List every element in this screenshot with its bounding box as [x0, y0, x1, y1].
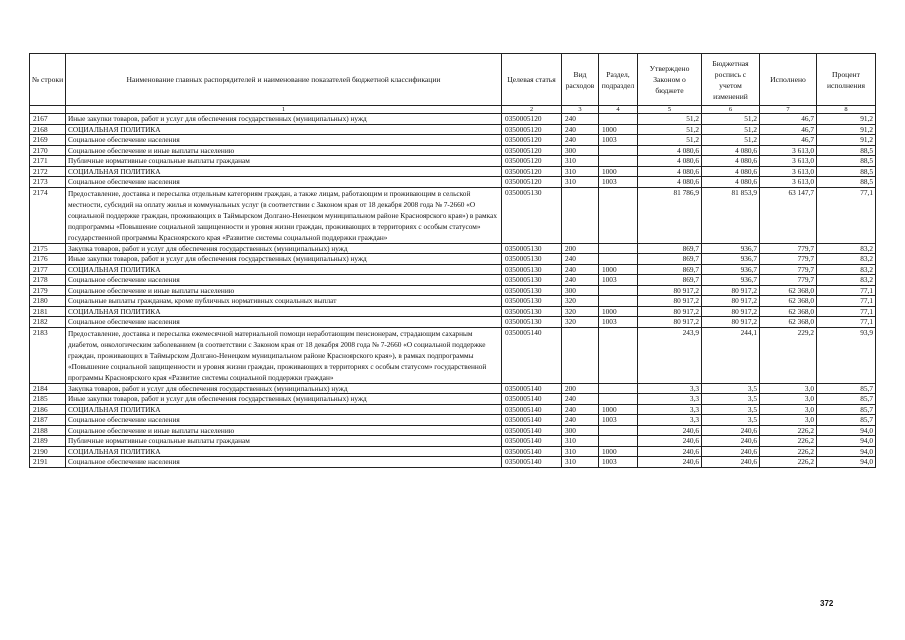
expense-type-cell: 320: [562, 306, 599, 317]
column-number: 3: [562, 106, 599, 114]
executed-amount-cell: 779,7: [760, 275, 817, 286]
expense-type-cell: 240: [562, 394, 599, 405]
section-cell: [599, 145, 638, 156]
budget-schedule-cell: 3,5: [702, 404, 760, 415]
executed-amount-cell: 3 613,0: [760, 156, 817, 167]
row-number-cell: 2180: [30, 296, 66, 307]
approved-amount-cell: 240,6: [638, 446, 702, 457]
row-number-cell: 2178: [30, 275, 66, 286]
target-article-cell: 0350005140: [502, 415, 562, 426]
expense-type-cell: 240: [562, 264, 599, 275]
section-cell: 1000: [599, 446, 638, 457]
table-row: [30, 306, 876, 317]
percent-cell: 94,0: [817, 446, 876, 457]
table-row: [30, 317, 876, 328]
header-percent: Процент исполнения: [817, 54, 876, 106]
percent-cell: 91,2: [817, 114, 876, 125]
row-number-cell: 2184: [30, 383, 66, 394]
percent-cell: 77,1: [817, 317, 876, 328]
approved-amount-cell: 80 917,2: [638, 296, 702, 307]
row-name-cell: СОЦИАЛЬНАЯ ПОЛИТИКА: [66, 124, 502, 135]
budget-schedule-cell: 240,6: [702, 425, 760, 436]
executed-amount-cell: 46,7: [760, 135, 817, 146]
table-row: [30, 404, 876, 415]
row-number-cell: 2177: [30, 264, 66, 275]
target-article-cell: 0350005140: [502, 394, 562, 405]
column-number: 5: [638, 106, 702, 114]
section-cell: 1000: [599, 166, 638, 177]
expense-type-cell: 240: [562, 254, 599, 265]
target-article-cell: 0350005120: [502, 177, 562, 188]
table-row: [30, 177, 876, 188]
expense-type-cell: 240: [562, 275, 599, 286]
percent-cell: 85,7: [817, 394, 876, 405]
section-cell: 1000: [599, 404, 638, 415]
executed-amount-cell: 779,7: [760, 254, 817, 265]
table-row: [30, 285, 876, 296]
budget-schedule-cell: 240,6: [702, 457, 760, 468]
approved-amount-cell: 80 917,2: [638, 317, 702, 328]
section-cell: 1000: [599, 264, 638, 275]
target-article-cell: 0350005130: [502, 296, 562, 307]
section-cell: [599, 156, 638, 167]
column-number: 1: [66, 106, 502, 114]
budget-schedule-cell: 240,6: [702, 436, 760, 447]
expense-type-cell: 240: [562, 135, 599, 146]
row-name-cell: СОЦИАЛЬНАЯ ПОЛИТИКА: [66, 166, 502, 177]
budget-schedule-cell: 4 080,6: [702, 177, 760, 188]
row-number-cell: 2167: [30, 114, 66, 125]
percent-cell: 83,2: [817, 243, 876, 254]
budget-schedule-cell: 4 080,6: [702, 145, 760, 156]
row-name-cell: Публичные нормативные социальные выплаты гражданам: [66, 436, 502, 447]
table-row: [30, 425, 876, 436]
budget-schedule-cell: 80 917,2: [702, 296, 760, 307]
header-executed: Исполнено: [760, 54, 817, 106]
row-number-cell: 2189: [30, 436, 66, 447]
row-name-cell: Иные закупки товаров, работ и услуг для обеспечения государственных (муниципальных) нужд: [66, 254, 502, 265]
section-cell: 1003: [599, 135, 638, 146]
approved-amount-cell: 240,6: [638, 436, 702, 447]
table-row: [30, 394, 876, 405]
target-article-cell: 0350005140: [502, 404, 562, 415]
budget-schedule-cell: 3,5: [702, 415, 760, 426]
section-cell: 1003: [599, 275, 638, 286]
approved-amount-cell: 4 080,6: [638, 166, 702, 177]
column-number: 8: [817, 106, 876, 114]
executed-amount-cell: 62 368,0: [760, 296, 817, 307]
percent-cell: 77,1: [817, 187, 876, 243]
target-article-cell: 0350005120: [502, 166, 562, 177]
expense-type-cell: 310: [562, 156, 599, 167]
approved-amount-cell: 4 080,6: [638, 177, 702, 188]
target-article-cell: 0350005130: [502, 317, 562, 328]
row-number-cell: 2175: [30, 243, 66, 254]
page-number: 372: [820, 599, 834, 608]
percent-cell: 91,2: [817, 135, 876, 146]
section-cell: 1003: [599, 415, 638, 426]
row-number-cell: 2191: [30, 457, 66, 468]
approved-amount-cell: 240,6: [638, 425, 702, 436]
row-number-cell: 2182: [30, 317, 66, 328]
expense-type-cell: 320: [562, 317, 599, 328]
approved-amount-cell: 869,7: [638, 275, 702, 286]
budget-schedule-cell: 936,7: [702, 264, 760, 275]
table-row: [30, 446, 876, 457]
row-number-cell: 2188: [30, 425, 66, 436]
executed-amount-cell: 226,2: [760, 457, 817, 468]
section-cell: 1000: [599, 124, 638, 135]
header-expense-type: Вид расходов: [562, 54, 599, 106]
expense-type-cell: 300: [562, 145, 599, 156]
budget-schedule-cell: 4 080,6: [702, 166, 760, 177]
header-row-no: № строки: [30, 54, 66, 106]
budget-table: [29, 53, 876, 468]
target-article-cell: 0350005130: [502, 285, 562, 296]
target-article-cell: 0350005140: [502, 327, 562, 383]
column-number: 4: [599, 106, 638, 114]
table-row: [30, 415, 876, 426]
section-cell: 1000: [599, 306, 638, 317]
row-number-cell: 2168: [30, 124, 66, 135]
table-row: [30, 124, 876, 135]
percent-cell: 88,5: [817, 156, 876, 167]
executed-amount-cell: 3,0: [760, 394, 817, 405]
table-row: [30, 457, 876, 468]
approved-amount-cell: 3,3: [638, 394, 702, 405]
row-name-cell: Социальное обеспечение населения: [66, 135, 502, 146]
target-article-cell: 0350005140: [502, 425, 562, 436]
approved-amount-cell: 4 080,6: [638, 156, 702, 167]
row-name-cell: Иные закупки товаров, работ и услуг для обеспечения государственных (муниципальных) нужд: [66, 394, 502, 405]
row-name-cell: Публичные нормативные социальные выплаты гражданам: [66, 156, 502, 167]
row-name-cell: Иные закупки товаров, работ и услуг для обеспечения государственных (муниципальных) нужд: [66, 114, 502, 125]
budget-schedule-cell: 240,6: [702, 446, 760, 457]
row-name-cell: Предоставление, доставка и пересылка ежемесячной материальной помощи неработающим пенсионерам, страдающим сахарным диабетом, онкологическим заболеванием (в соответствии с Законом края от 18 декабря 2008 года № 7-2660 «О социальной поддержке граждан, проживающих в Таймырском Долгано-Ненецком муниципальном районе Красноярского края»), в рамках подпрограммы «Повышение социальной защищенности и уровня жизни граждан, проживающих в территориях с особым статусом» государственной программы Красноярского края «Развитие системы социальной поддержки граждан»: [66, 327, 502, 383]
row-name-cell: Социальные выплаты гражданам, кроме публичных нормативных социальных выплат: [66, 296, 502, 307]
row-number-cell: 2185: [30, 394, 66, 405]
executed-amount-cell: 62 368,0: [760, 285, 817, 296]
table-row: [30, 145, 876, 156]
row-number-cell: 2179: [30, 285, 66, 296]
executed-amount-cell: 779,7: [760, 264, 817, 275]
percent-cell: 85,7: [817, 383, 876, 394]
percent-cell: 77,1: [817, 296, 876, 307]
target-article-cell: 0350005140: [502, 446, 562, 457]
approved-amount-cell: 80 917,2: [638, 306, 702, 317]
row-number-cell: 2170: [30, 145, 66, 156]
column-number: [30, 106, 66, 114]
expense-type-cell: [562, 327, 599, 383]
table-row: [30, 114, 876, 125]
approved-amount-cell: 80 917,2: [638, 285, 702, 296]
row-name-cell: СОЦИАЛЬНАЯ ПОЛИТИКА: [66, 404, 502, 415]
executed-amount-cell: 62 368,0: [760, 306, 817, 317]
approved-amount-cell: 243,9: [638, 327, 702, 383]
column-number: 2: [502, 106, 562, 114]
row-number-cell: 2173: [30, 177, 66, 188]
executed-amount-cell: 63 147,7: [760, 187, 817, 243]
section-cell: 1003: [599, 457, 638, 468]
row-number-cell: 2176: [30, 254, 66, 265]
approved-amount-cell: 3,3: [638, 404, 702, 415]
executed-amount-cell: 3,0: [760, 383, 817, 394]
target-article-cell: 0350005130: [502, 187, 562, 243]
column-number: 6: [702, 106, 760, 114]
row-name-cell: Закупка товаров, работ и услуг для обеспечения государственных (муниципальных) нужд: [66, 383, 502, 394]
row-name-cell: Социальное обеспечение населения: [66, 275, 502, 286]
percent-cell: 83,2: [817, 264, 876, 275]
expense-type-cell: 310: [562, 177, 599, 188]
executed-amount-cell: 3,0: [760, 404, 817, 415]
percent-cell: 93,9: [817, 327, 876, 383]
percent-cell: 88,5: [817, 177, 876, 188]
budget-schedule-cell: 80 917,2: [702, 306, 760, 317]
expense-type-cell: 240: [562, 114, 599, 125]
budget-schedule-cell: 936,7: [702, 254, 760, 265]
row-number-cell: 2187: [30, 415, 66, 426]
expense-type-cell: [562, 187, 599, 243]
row-number-cell: 2183: [30, 327, 66, 383]
budget-schedule-cell: 81 853,9: [702, 187, 760, 243]
approved-amount-cell: 869,7: [638, 243, 702, 254]
target-article-cell: 0350005130: [502, 254, 562, 265]
section-cell: 1003: [599, 317, 638, 328]
table-row: [30, 296, 876, 307]
percent-cell: 85,7: [817, 415, 876, 426]
column-number-row: [30, 106, 876, 114]
table-row: [30, 383, 876, 394]
executed-amount-cell: 62 368,0: [760, 317, 817, 328]
budget-report-sheet: [29, 53, 875, 468]
table-row: [30, 156, 876, 167]
header-name: Наименование главных распорядителей и наименование показателей бюджетной классификации: [66, 54, 502, 106]
section-cell: [599, 436, 638, 447]
section-cell: [599, 187, 638, 243]
target-article-cell: 0350005120: [502, 124, 562, 135]
section-cell: [599, 254, 638, 265]
header-row: [30, 54, 876, 106]
row-name-cell: Социальное обеспечение населения: [66, 415, 502, 426]
column-number: 7: [760, 106, 817, 114]
target-article-cell: 0350005140: [502, 436, 562, 447]
executed-amount-cell: 3 613,0: [760, 166, 817, 177]
executed-amount-cell: 226,2: [760, 446, 817, 457]
target-article-cell: 0350005120: [502, 145, 562, 156]
budget-schedule-cell: 4 080,6: [702, 156, 760, 167]
table-row: [30, 135, 876, 146]
table-row: [30, 187, 876, 243]
budget-schedule-cell: 80 917,2: [702, 317, 760, 328]
executed-amount-cell: 46,7: [760, 124, 817, 135]
percent-cell: 94,0: [817, 425, 876, 436]
row-name-cell: Социальное обеспечение и иные выплаты населению: [66, 285, 502, 296]
section-cell: [599, 296, 638, 307]
budget-schedule-cell: 80 917,2: [702, 285, 760, 296]
header-budget-schedule: Бюджетная роспись с учетом изменений: [702, 54, 760, 106]
target-article-cell: 0350005130: [502, 306, 562, 317]
table-row: [30, 327, 876, 383]
budget-schedule-cell: 936,7: [702, 243, 760, 254]
budget-schedule-cell: 936,7: [702, 275, 760, 286]
approved-amount-cell: 81 786,9: [638, 187, 702, 243]
section-cell: [599, 425, 638, 436]
expense-type-cell: 310: [562, 436, 599, 447]
executed-amount-cell: 226,2: [760, 425, 817, 436]
percent-cell: 85,7: [817, 404, 876, 415]
budget-schedule-cell: 51,2: [702, 135, 760, 146]
row-number-cell: 2172: [30, 166, 66, 177]
percent-cell: 94,0: [817, 436, 876, 447]
header-approved: Утверждено Законом о бюджете: [638, 54, 702, 106]
percent-cell: 88,5: [817, 145, 876, 156]
expense-type-cell: 240: [562, 124, 599, 135]
target-article-cell: 0350005120: [502, 114, 562, 125]
percent-cell: 77,1: [817, 306, 876, 317]
row-number-cell: 2169: [30, 135, 66, 146]
table-row: [30, 166, 876, 177]
row-number-cell: 2171: [30, 156, 66, 167]
approved-amount-cell: 51,2: [638, 124, 702, 135]
row-number-cell: 2190: [30, 446, 66, 457]
table-body: [30, 114, 876, 468]
expense-type-cell: 320: [562, 296, 599, 307]
approved-amount-cell: 51,2: [638, 114, 702, 125]
budget-schedule-cell: 3,5: [702, 394, 760, 405]
expense-type-cell: 240: [562, 415, 599, 426]
table-row: [30, 254, 876, 265]
row-name-cell: Социальное обеспечение населения: [66, 457, 502, 468]
budget-schedule-cell: 51,2: [702, 114, 760, 125]
approved-amount-cell: 869,7: [638, 254, 702, 265]
expense-type-cell: 200: [562, 383, 599, 394]
table-row: [30, 436, 876, 447]
target-article-cell: 0350005140: [502, 383, 562, 394]
expense-type-cell: 200: [562, 243, 599, 254]
executed-amount-cell: 3 613,0: [760, 145, 817, 156]
section-cell: [599, 114, 638, 125]
table-row: [30, 264, 876, 275]
header-section: Раздел, подраздел: [599, 54, 638, 106]
row-name-cell: Закупка товаров, работ и услуг для обеспечения государственных (муниципальных) нужд: [66, 243, 502, 254]
section-cell: [599, 285, 638, 296]
row-number-cell: 2181: [30, 306, 66, 317]
section-cell: 1003: [599, 177, 638, 188]
section-cell: [599, 394, 638, 405]
row-number-cell: 2174: [30, 187, 66, 243]
row-name-cell: СОЦИАЛЬНАЯ ПОЛИТИКА: [66, 306, 502, 317]
table-row: [30, 275, 876, 286]
budget-schedule-cell: 51,2: [702, 124, 760, 135]
header-target-article: Целевая статья: [502, 54, 562, 106]
row-name-cell: Предоставление, доставка и пересылка отдельным категориям граждан, а также лицам, работающим и проживающим в сельской местности, субсидий на оплату жилья и коммунальных услуг (в соответствии с Законом края от 18 декабря 2008 года № 7-2660 «О социальной поддержке граждан, проживающих в Таймырском Долгано-Ненецком муниципальном районе Красноярского края») в рамках подпрограммы «Повышение социальной защищенности и уровня жизни граждан, проживающих в территориях с особым статусом» государственной программы Красноярского края «Развитие системы социальной поддержки граждан»: [66, 187, 502, 243]
expense-type-cell: 300: [562, 285, 599, 296]
budget-schedule-cell: 244,1: [702, 327, 760, 383]
target-article-cell: 0350005140: [502, 457, 562, 468]
expense-type-cell: 310: [562, 166, 599, 177]
expense-type-cell: 310: [562, 457, 599, 468]
approved-amount-cell: 240,6: [638, 457, 702, 468]
row-name-cell: Социальное обеспечение и иные выплаты населению: [66, 145, 502, 156]
row-number-cell: 2186: [30, 404, 66, 415]
row-name-cell: Социальное обеспечение населения: [66, 317, 502, 328]
executed-amount-cell: 779,7: [760, 243, 817, 254]
target-article-cell: 0350005120: [502, 156, 562, 167]
row-name-cell: Социальное обеспечение населения: [66, 177, 502, 188]
target-article-cell: 0350005130: [502, 275, 562, 286]
expense-type-cell: 240: [562, 404, 599, 415]
executed-amount-cell: 46,7: [760, 114, 817, 125]
percent-cell: 77,1: [817, 285, 876, 296]
approved-amount-cell: 3,3: [638, 415, 702, 426]
budget-schedule-cell: 3,5: [702, 383, 760, 394]
table-row: [30, 243, 876, 254]
percent-cell: 94,0: [817, 457, 876, 468]
row-name-cell: СОЦИАЛЬНАЯ ПОЛИТИКА: [66, 264, 502, 275]
percent-cell: 91,2: [817, 124, 876, 135]
target-article-cell: 0350005120: [502, 135, 562, 146]
executed-amount-cell: 3,0: [760, 415, 817, 426]
approved-amount-cell: 51,2: [638, 135, 702, 146]
executed-amount-cell: 229,2: [760, 327, 817, 383]
section-cell: [599, 243, 638, 254]
executed-amount-cell: 3 613,0: [760, 177, 817, 188]
target-article-cell: 0350005130: [502, 264, 562, 275]
percent-cell: 83,2: [817, 275, 876, 286]
section-cell: [599, 383, 638, 394]
approved-amount-cell: 869,7: [638, 264, 702, 275]
row-name-cell: СОЦИАЛЬНАЯ ПОЛИТИКА: [66, 446, 502, 457]
executed-amount-cell: 226,2: [760, 436, 817, 447]
section-cell: [599, 327, 638, 383]
target-article-cell: 0350005130: [502, 243, 562, 254]
percent-cell: 88,5: [817, 166, 876, 177]
row-name-cell: Социальное обеспечение и иные выплаты населению: [66, 425, 502, 436]
expense-type-cell: 300: [562, 425, 599, 436]
approved-amount-cell: 3,3: [638, 383, 702, 394]
approved-amount-cell: 4 080,6: [638, 145, 702, 156]
percent-cell: 83,2: [817, 254, 876, 265]
expense-type-cell: 310: [562, 446, 599, 457]
